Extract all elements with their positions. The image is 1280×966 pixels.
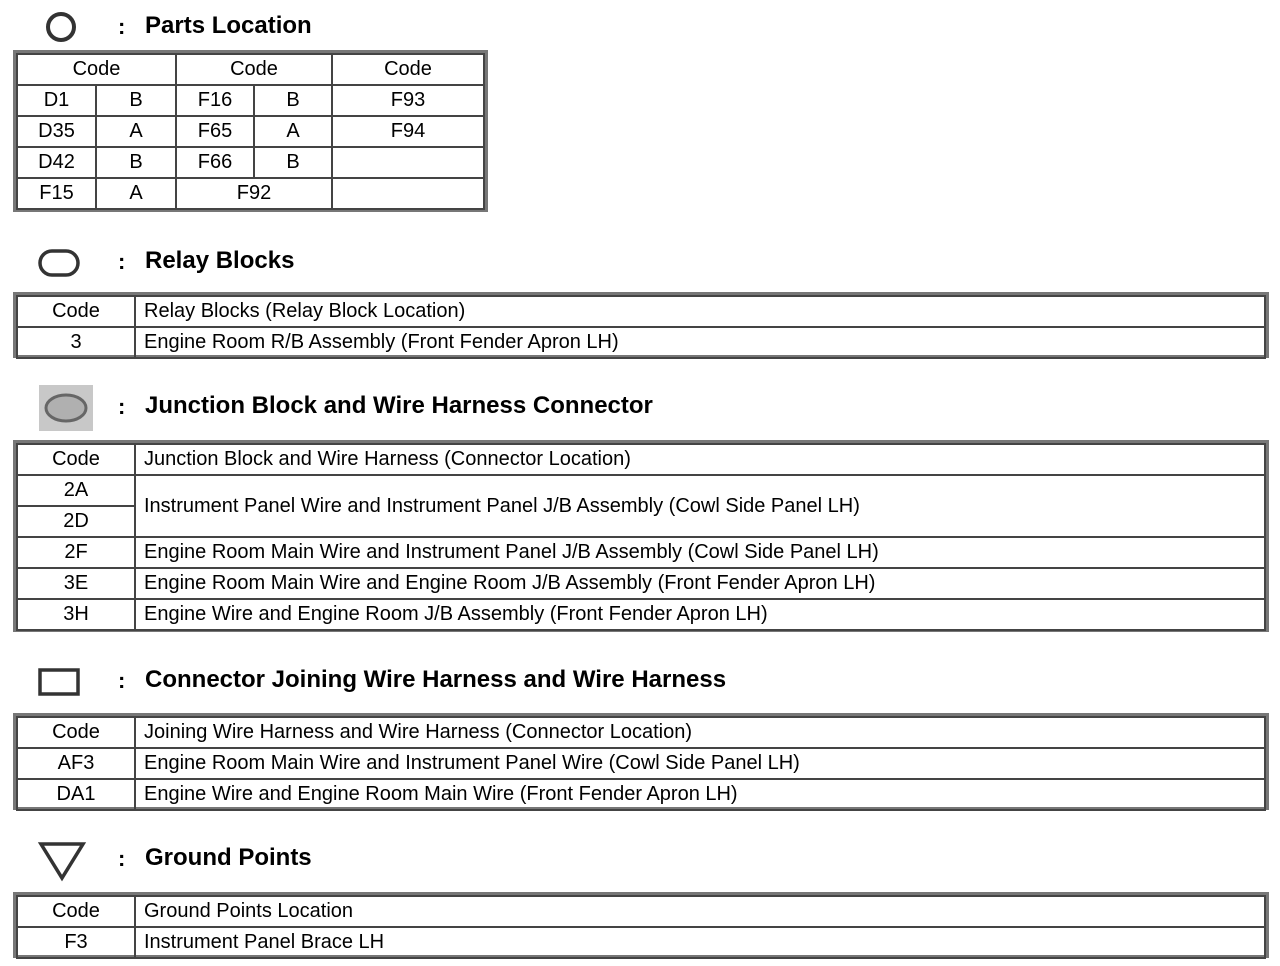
code-cell: 2A — [17, 475, 135, 506]
location-cell: B — [96, 147, 176, 178]
description-cell: Engine Wire and Engine Room J/B Assembly (Front Fender Apron LH) — [135, 599, 1265, 630]
rectangle-icon — [37, 666, 81, 698]
parts-location-header — [0, 8, 900, 48]
table-row — [17, 537, 1265, 568]
location-cell: B — [96, 85, 176, 116]
relay-blocks-table — [13, 292, 1269, 358]
ground-points-table — [13, 892, 1269, 958]
junction-block-header — [0, 388, 900, 428]
code-cell: 3 — [17, 327, 135, 358]
triangle-down-icon — [37, 840, 87, 882]
code-cell: 2D — [17, 506, 135, 537]
table-row — [17, 568, 1265, 599]
table-header-row — [17, 296, 1265, 327]
description-cell: Engine Wire and Engine Room Main Wire (Front Fender Apron LH) — [135, 779, 1265, 810]
location-cell: A — [96, 178, 176, 209]
section-title: Parts Location — [145, 12, 312, 39]
code-cell — [332, 147, 484, 178]
description-header: Joining Wire Harness and Wire Harness (Connector Location) — [135, 717, 1265, 748]
description-cell: Engine Room Main Wire and Engine Room J/B Assembly (Front Fender Apron LH) — [135, 568, 1265, 599]
code-header: Code — [17, 717, 135, 748]
code-cell: F92 — [176, 178, 332, 209]
section-title: Connector Joining Wire Harness and Wire Harness — [145, 666, 727, 693]
ground-points-header — [0, 840, 900, 880]
code-cell: 2F — [17, 537, 135, 568]
code-cell: F16 — [176, 85, 254, 116]
connector-joining-table — [13, 713, 1269, 810]
table-row — [17, 927, 1265, 958]
table-row — [17, 116, 484, 147]
code-cell — [332, 178, 484, 209]
code-header: Code — [17, 896, 135, 927]
code-header: Code — [17, 444, 135, 475]
table-header-row — [17, 54, 484, 85]
code-cell: AF3 — [17, 748, 135, 779]
table-row — [17, 178, 484, 209]
section-colon: : — [118, 14, 126, 39]
description-cell: Engine Room R/B Assembly (Front Fender Apron LH) — [135, 327, 1265, 358]
circle-icon — [44, 10, 78, 44]
section-colon: : — [118, 846, 126, 871]
section-colon: : — [118, 249, 126, 274]
section-title: Junction Block and Wire Harness Connector — [145, 392, 653, 419]
code-cell: D35 — [17, 116, 96, 147]
location-cell: B — [254, 85, 332, 116]
code-cell: 3H — [17, 599, 135, 630]
relay-blocks-header — [0, 243, 900, 283]
location-cell: A — [254, 116, 332, 147]
description-header: Junction Block and Wire Harness (Connector Location) — [135, 444, 1265, 475]
description-header: Ground Points Location — [135, 896, 1265, 927]
description-cell: Engine Room Main Wire and Instrument Panel Wire (Cowl Side Panel LH) — [135, 748, 1265, 779]
table-header-row — [17, 444, 1265, 475]
code-header: Code — [176, 54, 332, 85]
connector-joining-header — [0, 662, 900, 702]
code-cell: 3E — [17, 568, 135, 599]
section-colon: : — [118, 394, 126, 419]
section-title: Ground Points — [145, 844, 312, 871]
code-cell: F15 — [17, 178, 96, 209]
table-row — [17, 599, 1265, 630]
junction-block-table — [13, 440, 1269, 632]
code-header: Code — [17, 54, 176, 85]
shaded-oval-icon — [38, 384, 94, 432]
code-cell: F66 — [176, 147, 254, 178]
table-row — [17, 475, 1265, 506]
code-header: Code — [17, 296, 135, 327]
description-cell: Instrument Panel Brace LH — [135, 927, 1265, 958]
rounded-rect-icon — [37, 247, 81, 279]
description-cell: Engine Room Main Wire and Instrument Panel J/B Assembly (Cowl Side Panel LH) — [135, 537, 1265, 568]
table-header-row — [17, 717, 1265, 748]
description-cell: Instrument Panel Wire and Instrument Panel J/B Assembly (Cowl Side Panel LH) — [135, 475, 1265, 537]
table-row — [17, 748, 1265, 779]
description-header: Relay Blocks (Relay Block Location) — [135, 296, 1265, 327]
code-header: Code — [332, 54, 484, 85]
section-title: Relay Blocks — [145, 247, 295, 274]
parts-location-table — [13, 50, 488, 212]
table-row — [17, 147, 484, 178]
code-cell: F94 — [332, 116, 484, 147]
table-header-row — [17, 896, 1265, 927]
code-cell: F93 — [332, 85, 484, 116]
code-cell: D1 — [17, 85, 96, 116]
table-row — [17, 327, 1265, 358]
table-row — [17, 85, 484, 116]
location-cell: B — [254, 147, 332, 178]
code-cell: F3 — [17, 927, 135, 958]
code-cell: F65 — [176, 116, 254, 147]
code-cell: DA1 — [17, 779, 135, 810]
code-cell: D42 — [17, 147, 96, 178]
location-cell: A — [96, 116, 176, 147]
table-row — [17, 779, 1265, 810]
section-colon: : — [118, 668, 126, 693]
